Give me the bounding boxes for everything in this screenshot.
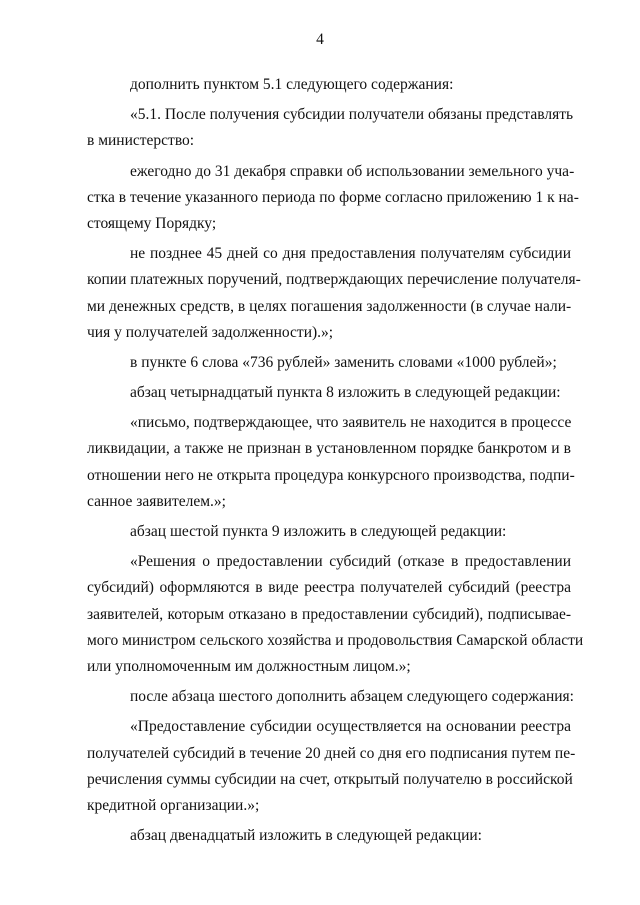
text-line: абзац шестой пункта 9 изложить в следующей редакции: — [130, 523, 507, 540]
text-line: копии платежных поручений, подтверждающих перечисление получателя- — [87, 271, 581, 289]
text-line: абзац двенадцатый изложить в следующей редакции: — [130, 827, 482, 845]
text-line: «5.1. После получения субсидии получатели обязаны представлять — [130, 106, 574, 124]
text-line: получателей субсидий в течение 20 дней со дня его подписания путем пе- — [87, 744, 576, 762]
document-body — [87, 72, 584, 849]
text-line: «Предоставление субсидии осуществляется на основании реестра — [130, 718, 571, 736]
text-line: или уполномоченным им должностным лицом.»; — [87, 657, 411, 675]
text-line: в пункте 6 слова «736 рублей» заменить словами «1000 рублей»; — [130, 353, 557, 371]
text-line: ликвидации, а также не признан в установленном порядке банкротом и в — [87, 440, 571, 458]
text-line: кредитной организации.»; — [87, 796, 260, 814]
text-line: «письмо, подтверждающее, что заявитель не находится в процессе — [130, 414, 572, 432]
text-line: в министерство: — [87, 132, 195, 150]
page-number: 4 — [316, 31, 324, 48]
text-line: санное заявителем.»; — [87, 492, 226, 510]
text-line: после абзаца шестого дополнить абзацем следующего содержания: — [130, 688, 574, 706]
text-line: стка в течение указанного периода по форме согласно приложению 1 к на- — [87, 188, 579, 206]
text-line: ежегодно до 31 декабря справки об использовании земельного уча- — [130, 162, 575, 180]
text-line: речисления суммы субсидии на счет, открытый получателю в российской — [87, 770, 573, 788]
text-line: отношении него не открыта процедура конкурсного производства, подпи- — [87, 466, 575, 484]
text-line: абзац четырнадцатый пункта 8 изложить в следующей редакции: — [130, 384, 561, 402]
text-line: ми денежных средств, в целях погашения задолженности (в случае нали- — [87, 297, 572, 315]
text-line: заявителей, которым отказано в предоставлении субсидий), подписывае- — [87, 605, 571, 623]
text-line: «Решения о предоставлении субсидий (отказе в предоставлении — [130, 553, 571, 571]
text-line: субсидий) оформляются в виде реестра получателей субсидий (реестра — [87, 579, 571, 597]
text-line: чия у получателей задолженности).»; — [87, 323, 334, 341]
text-line: мого министром сельского хозяйства и продовольствия Самарской области — [87, 631, 584, 649]
text-line: не позднее 45 дней со дня предоставления получателям субсидии — [130, 245, 571, 263]
text-line: стоящему Порядку; — [87, 214, 217, 232]
text-line: дополнить пунктом 5.1 следующего содержания: — [130, 76, 454, 93]
